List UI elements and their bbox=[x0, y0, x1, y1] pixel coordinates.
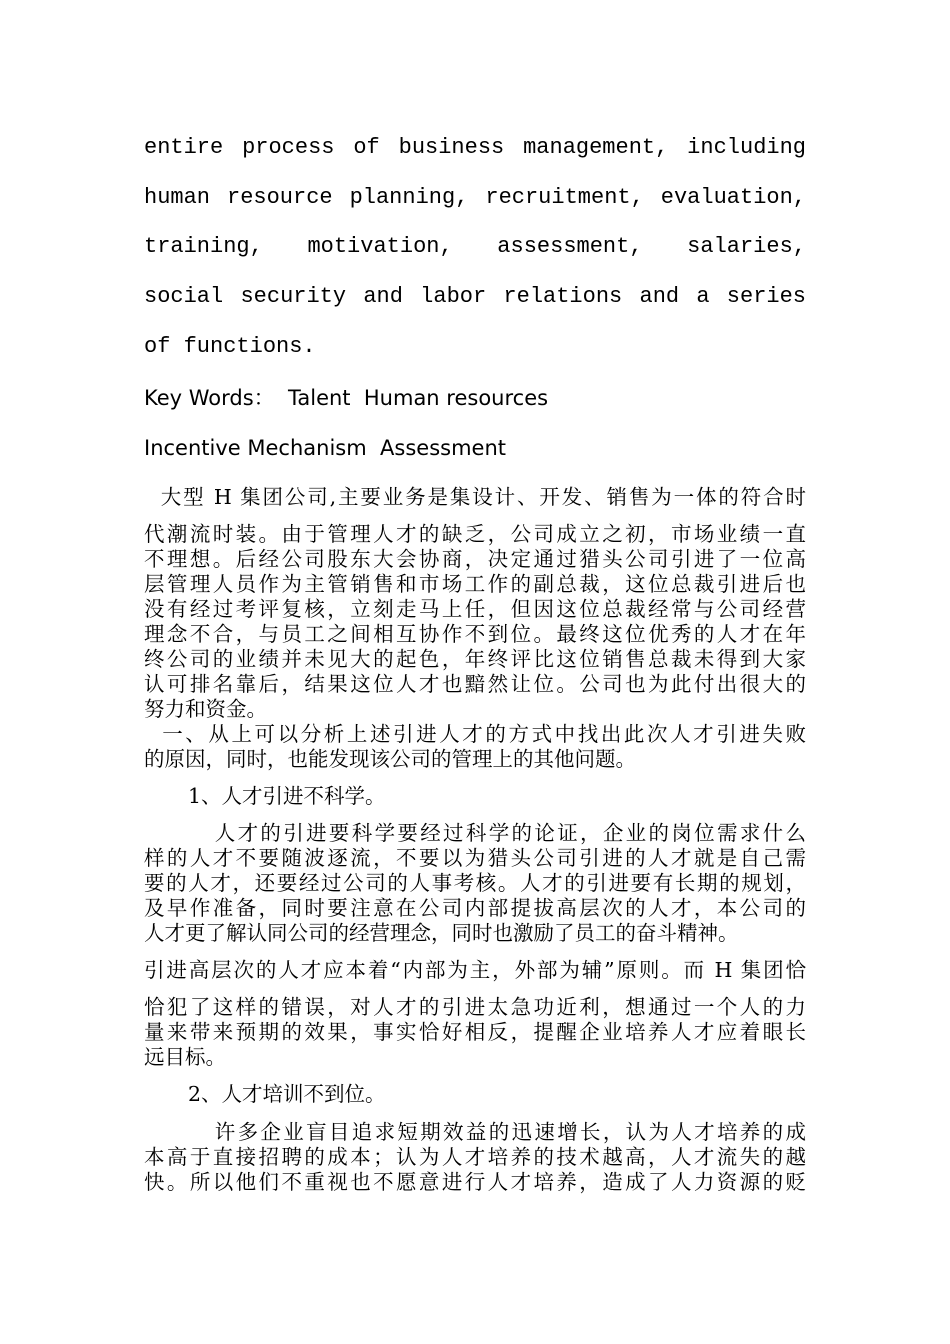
body-line: 终公司的业绩并未见大的起色，年终评比这位销售总裁未得到大家 bbox=[144, 647, 806, 671]
body-line: 大型 H 集团公司,主要业务是集设计、开发、销售为一体的符合时 bbox=[144, 485, 806, 509]
body-line: 层管理人员作为主管销售和市场工作的副总裁，这位总裁引进后也 bbox=[144, 572, 806, 596]
body-line: 努力和资金。 bbox=[144, 697, 267, 721]
abstract-line: of functions. bbox=[144, 334, 316, 359]
body-line: 量来带来预期的效果，事实恰好相反，提醒企业培养人才应着眼长 bbox=[144, 1020, 806, 1044]
section-heading-2: 2、人才培训不到位。 bbox=[188, 1082, 386, 1106]
body-line: 一、从上可以分析上述引进人才的方式中找出此次人才引进失败 bbox=[144, 722, 806, 746]
body-line: 人才的引进要科学要经过科学的论证，企业的岗位需求什么 bbox=[144, 821, 806, 845]
body-line: 快。所以他们不重视也不愿意进行人才培养，造成了人力资源的贬 bbox=[144, 1170, 806, 1194]
body-line: 及早作准备，同时要注意在公司内部提拔高层次的人才，本公司的 bbox=[144, 896, 806, 920]
keywords-line: Key Words： Talent Human resources bbox=[144, 386, 549, 410]
abstract-line: social security and labor relations and a series bbox=[144, 284, 806, 309]
section-heading-1: 1、人才引进不科学。 bbox=[188, 784, 386, 808]
keywords-line: Incentive Mechanism Assessment bbox=[144, 436, 506, 460]
abstract-line: training, motivation, assessment, salaries, bbox=[144, 234, 806, 259]
body-line: 的原因，同时，也能发现该公司的管理上的其他问题。 bbox=[144, 747, 636, 771]
body-line: 样的人才不要随波逐流，不要以为猎头公司引进的人才就是自己需 bbox=[144, 846, 806, 870]
body-line: 要的人才，还要经过公司的人事考核。人才的引进要有长期的规划， bbox=[144, 871, 806, 895]
body-line: 理念不合，与员工之间相互协作不到位。最终这位优秀的人才在年 bbox=[144, 622, 806, 646]
body-line: 认可排名靠后，结果这位人才也黯然让位。公司也为此付出很大的 bbox=[144, 672, 806, 696]
body-line: 人才更了解认同公司的经营理念，同时也激励了员工的奋斗精神。 bbox=[144, 921, 739, 945]
body-line: 恰犯了这样的错误，对人才的引进太急功近利，想通过一个人的力 bbox=[144, 995, 806, 1019]
body-line: 代潮流时装。由于管理人才的缺乏，公司成立之初，市场业绩一直 bbox=[144, 522, 806, 546]
body-line: 许多企业盲目追求短期效益的迅速增长，认为人才培养的成 bbox=[144, 1120, 806, 1144]
abstract-line: human resource planning, recruitment, evaluation, bbox=[144, 185, 806, 210]
body-line: 本高于直接招聘的成本；认为人才培养的技术越高，人才流失的越 bbox=[144, 1145, 806, 1169]
body-line: 没有经过考评复核，立刻走马上任，但因这位总裁经常与公司经营 bbox=[144, 597, 806, 621]
body-line: 远目标。 bbox=[144, 1045, 226, 1069]
abstract-line: entire process of business management, including bbox=[144, 135, 806, 160]
body-line: 引进高层次的人才应本着“内部为主，外部为辅”原则。而 H 集团恰 bbox=[144, 958, 806, 982]
body-line: 不理想。后经公司股东大会协商，决定通过猎头公司引进了一位高 bbox=[144, 547, 806, 571]
